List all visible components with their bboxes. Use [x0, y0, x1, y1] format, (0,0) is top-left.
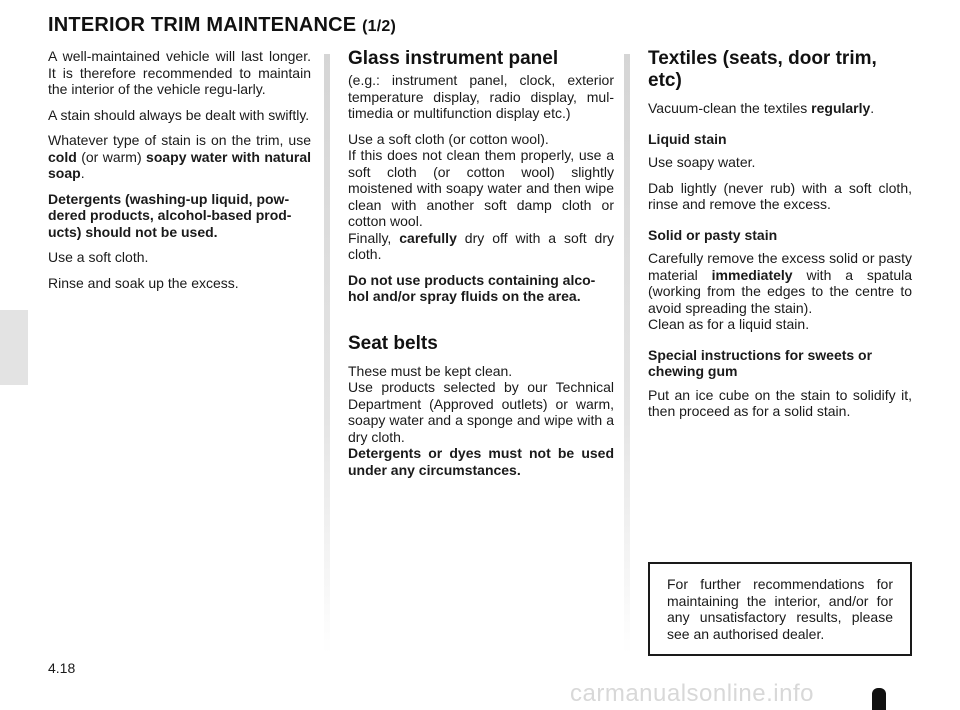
heading-glass-instrument-panel: Glass instrument panel — [348, 48, 559, 69]
text-run: . — [80, 165, 85, 181]
heading-seat-belts: Seat belts — [348, 332, 438, 354]
textiles-column — [648, 48, 912, 429]
text-run-bold: regularly — [811, 100, 871, 116]
seat-belts-instructions — [348, 363, 614, 479]
heading-liquid-stain: Liquid stain — [648, 130, 727, 147]
solid-stain-paragraph — [648, 250, 912, 333]
liquid-stain-paragraph-1: Use soapy water. — [648, 154, 756, 170]
watermark: carmanualsonline.info — [570, 680, 814, 707]
text-run-bold: cold — [48, 148, 77, 165]
text-run-bold: Detergents or dyes must not be used under any circumstances. — [348, 445, 614, 478]
text-run: . — [870, 100, 875, 116]
liquid-stain-paragraph-2: Dab lightly (never rub) with a soft cloth, rinse and remove the excess. — [648, 179, 912, 212]
text-run-bold: carefully — [399, 229, 457, 246]
glass-examples: (e.g.: instrument panel, clock, exterior temperature display, radio display, mul-timedia or multifunction display etc.) — [348, 72, 614, 121]
text-run: Finally, — [348, 229, 400, 246]
glass-instructions — [348, 131, 614, 263]
text-run: Use products selected by our Technical Department (Approved outlets) or warm, soapy water and a sponge and wipe with a dry cloth. — [348, 379, 614, 445]
detergent-warning: Detergents (washing-up liquid, pow-dered products, alcohol-based prod-ucts) should not be used. — [48, 190, 292, 240]
glass-warning: Do not use products containing alco-hol and/or spray fluids on the area. — [348, 271, 596, 304]
dealer-note-box: For further recommendations for maintaining the interior, and/or for any unsatisfactory results, please see an authorised dealer. — [648, 562, 912, 656]
sweets-gum-paragraph: Put an ice cube on the stain to solidify it, then proceed as for a solid stain. — [648, 386, 912, 419]
glass-and-belts-column — [348, 48, 614, 487]
text-run: dry off with a soft dry cloth. — [348, 229, 615, 262]
page-number: 4.18 — [48, 660, 76, 676]
page-title-suffix: (1/2) — [362, 18, 396, 35]
text-run: with a spatula (working from the edges to the centre to avoid spreading the stain). — [648, 266, 912, 316]
text-run: Clean as for a liquid stain. — [648, 316, 810, 332]
heading-solid-stain: Solid or pasty stain — [648, 226, 778, 243]
intro-column — [48, 48, 311, 300]
text-run: These must be kept clean. — [348, 362, 513, 379]
chapter-side-tab — [0, 310, 28, 385]
text-run: Vacuum-clean the textiles — [648, 100, 812, 116]
text-run: (or warm) — [76, 148, 147, 165]
page-title-text: INTERIOR TRIM MAINTENANCE — [48, 14, 357, 36]
column-divider-2 — [624, 54, 630, 654]
intro-paragraph-5: Use a soft cloth. — [48, 249, 149, 265]
intro-paragraph-3 — [48, 132, 311, 182]
text-run: Use a soft cloth (or cotton wool). — [348, 130, 549, 147]
intro-paragraph-2: A stain should always be dealt with swiftly. — [48, 106, 310, 123]
intro-paragraph-6: Rinse and soak up the excess. — [48, 274, 239, 291]
heading-sweets-gum: Special instructions for sweets or chewing gum — [648, 346, 873, 379]
text-run: Whatever type of stain is on the trim, use — [48, 132, 311, 148]
text-run: Carefully remove the excess solid or pasty material — [648, 250, 912, 283]
page-title — [48, 14, 396, 37]
textiles-paragraph-1 — [648, 100, 912, 117]
text-run-bold: soapy water with natural soap — [48, 148, 311, 181]
page-edge-marker — [872, 688, 886, 710]
heading-textiles: Textiles (seats, door trim, etc) — [648, 48, 877, 91]
column-divider-1 — [324, 54, 330, 654]
text-run: If this does not clean them properly, use a soft cloth (or cotton wool) slightly moistened with soapy water and then wipe clean with another soft damp cloth or cotton wool. — [348, 147, 614, 229]
intro-paragraph-1: A well-maintained vehicle will last longer. It is therefore recommended to maintain the interior of the vehicle regu-larly. — [48, 48, 311, 97]
text-run-bold: immediately — [711, 266, 793, 283]
